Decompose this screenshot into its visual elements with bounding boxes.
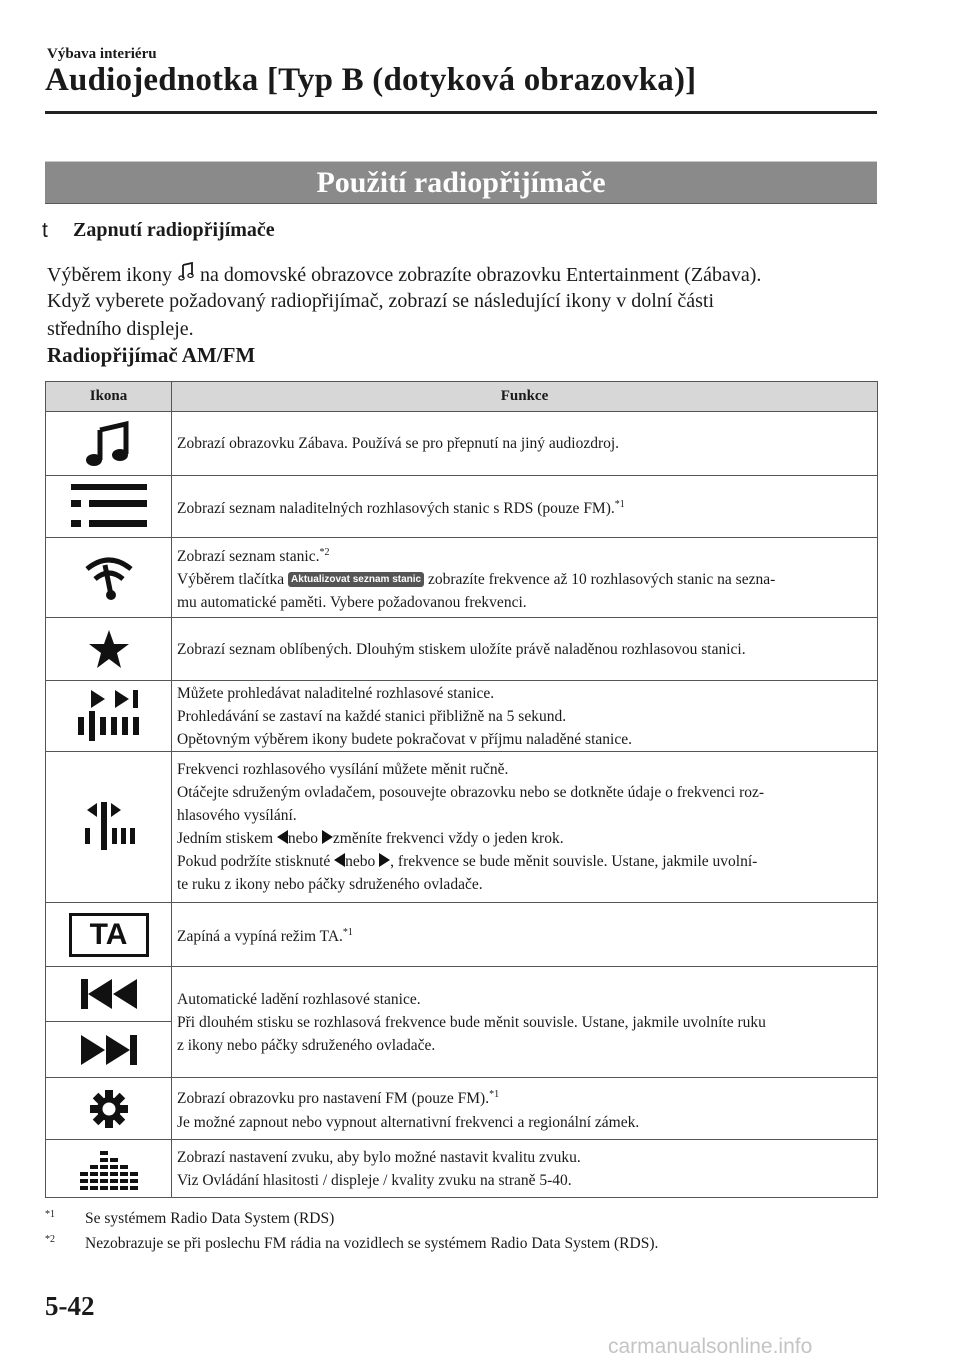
equalizer-segment [100,1179,108,1183]
function-cell: Zobrazí seznam naladitelných rozhlasových stanic s RDS (pouze FM).$^{*1}$ [172,476,878,538]
header-rule [45,111,877,114]
entertainment-icon [178,262,194,282]
equalizer-segment [120,1172,128,1176]
equalizer-segment [120,1186,128,1190]
function-cell: Zapíná a vypíná režim TA.$^{*1}$ [172,903,878,967]
equalizer-segment [110,1165,118,1169]
icon-cell [46,1078,172,1140]
table-row [46,967,878,1078]
icon-cell [46,967,172,1078]
equalizer-segment [110,1179,118,1183]
function-cell: Frekvenci rozhlasového vysílání můžete měnit ručně. Otáčejte sdruženým ovladačem, posouvejte obrazovku nebo se dotkněte údaje o frekvenci roz- hlasového vysílání. Jedním stiskem nebo změníte frekvenci vždy o jeden krok. Pokud podržíte stisknuté nebo , frekvence se bude měnit souvisle. Ustane, jakmile uvolní- te ruku z ikony nebo páčky sdruženého ovladače. [172,752,878,903]
equalizer-segment [130,1179,138,1183]
equalizer-segment [110,1186,118,1190]
equalizer-segment [90,1186,98,1190]
function-cell: Zobrazí seznam oblíbených. Dlouhým stiskem uložíte právě naladěnou rozhlasovou stanici. [172,618,878,681]
equalizer-segment [90,1165,98,1169]
table-row [46,412,878,476]
seek-forward-icon [77,1033,141,1067]
intro-line-3: středního displeje. [47,318,194,340]
equalizer-segment [90,1172,98,1176]
equalizer-segment [110,1158,118,1162]
table-row [46,1140,878,1198]
manual-tune-icon [83,802,135,852]
function-cell: Zobrazí seznam stanic.$^{*2}$ Výběrem tlačítka Aktualizovat seznam stanic zobrazíte frekvence až 10 rozhlasových stanic na sezna- mu automatické paměti. Vybere požadovanou frekvenci. [172,538,878,618]
icon-cell [46,618,172,681]
icon-cell [46,681,172,752]
icon-cell [46,476,172,538]
table-header-row [46,382,878,412]
equalizer-segment [100,1158,108,1162]
header-icon: Ikona [46,382,172,412]
seek-back-icon [77,977,141,1011]
intro-line-1: Výběrem ikony na domovské obrazovce zobrazíte obrazovku Entertainment (Zábava). [47,264,762,286]
update-station-list-button: Aktualizovat seznam stanic [288,572,424,587]
equalizer-segment [130,1186,138,1190]
table-row [46,903,878,967]
ta-icon: TA [69,913,149,957]
tune-up-icon [379,853,390,867]
radio-heading: Radiopřijímač AM/FM [47,343,256,367]
bullet-icon: t [42,219,48,242]
equalizer-segment [80,1186,88,1190]
icon-function-table [45,381,878,1198]
table-row [46,1078,878,1140]
equalizer-segment [90,1179,98,1183]
watermark: carmanualsonline.info [608,1335,813,1358]
scan-icon [75,689,143,743]
page-number: 5-42 [45,1291,95,1321]
star-icon [88,629,130,669]
equalizer-segment [100,1165,108,1169]
icon-cell [46,412,172,476]
equalizer-segment [80,1179,88,1183]
icon-cell [46,903,172,967]
icon-cell [46,1140,172,1198]
equalizer-icon [78,1146,140,1192]
breadcrumb: Výbava interiéru [47,46,157,62]
footnote-2: $^{*2}$ Nezobrazuje se při poslechu FM rádia na vozidlech se systémem Radio Data System (RDS). [45,1234,659,1253]
header-function: Funkce [172,382,878,412]
tune-down-icon [334,853,345,867]
gear-icon [89,1089,129,1129]
function-cell: Můžete prohledávat naladitelné rozhlasové stanice. Prohledávání se zastaví na každé stanici přibližně na 5 sekund. Opětovným výběrem ikony budete pokračovat v příjmu naladěné stanice. [172,681,878,752]
section-title: Použití radiopřijímače [45,161,877,204]
equalizer-segment [110,1172,118,1176]
tune-up-icon [322,830,333,844]
tune-down-icon [277,830,288,844]
icon-cell [46,752,172,903]
subsection-title: Zapnutí radiopřijímače [73,219,275,241]
function-cell: Automatické ladění rozhlasové stanice. Při dlouhém stisku se rozhlasová frekvence bude měnit souvisle. Ustane, jakmile uvolníte ruku z ikony nebo páčky sdruženého ovladače. [172,967,878,1078]
function-cell: Zobrazí obrazovku Zábava. Používá se pro přepnutí na jiný audiozdroj. [172,412,878,476]
function-cell: Zobrazí nastavení zvuku, aby bylo možné nastavit kvalitu zvuku. Viz Ovládání hlasitosti / displeje / kvality zvuku na straně 5-40. [172,1140,878,1198]
footnote-1: $^{*1}$ Se systémem Radio Data System (RDS) [45,1209,335,1228]
equalizer-segment [100,1186,108,1190]
equalizer-segment [120,1165,128,1169]
music-note-icon [84,420,134,468]
equalizer-segment [120,1179,128,1183]
antenna-icon [83,555,135,601]
table-row [46,752,878,903]
icon-cell [46,538,172,618]
chapter-title: Audiojednotka [Typ B (dotyková obrazovka)] [45,62,697,98]
equalizer-segment [100,1151,108,1155]
intro-line-2: Když vyberete požadovaný radiopřijímač, zobrazí se následující ikony v dolní části [47,290,715,312]
function-cell: Zobrazí obrazovku pro nastavení FM (pouze FM).$^{*1}$ Je možné zapnout nebo vypnout alternativní frekvenci a regionální zámek. [172,1078,878,1140]
equalizer-segment [130,1172,138,1176]
list-icon [69,482,149,532]
table-row [46,681,878,752]
equalizer-segment [80,1172,88,1176]
table-row [46,538,878,618]
equalizer-segment [100,1172,108,1176]
table-row [46,618,878,681]
table-row [46,476,878,538]
